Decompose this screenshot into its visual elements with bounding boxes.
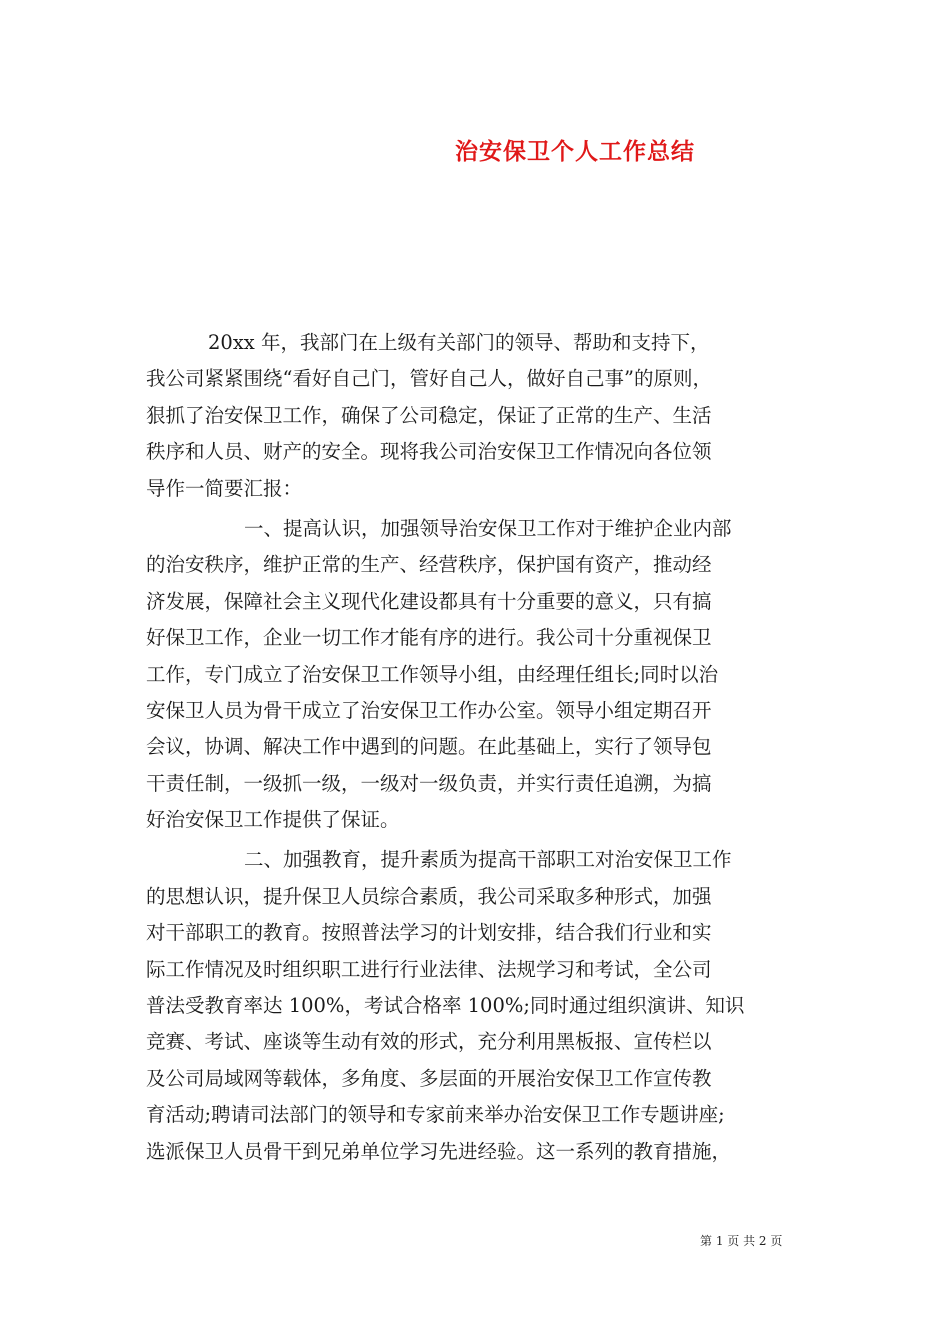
document-title: 治安保卫个人工作总结 xyxy=(455,138,695,165)
text-line: 安保卫人员为骨干成立了治安保卫工作办公室。领导小组定期召开 xyxy=(146,698,712,722)
text-line: 济发展，保障社会主义现代化建设都具有十分重要的意义，只有搞 xyxy=(146,589,712,613)
text-line: 竞赛、考试、座谈等生动有效的形式，充分利用黑板报、宣传栏以 xyxy=(146,1030,712,1054)
section-heading-line: 二、加强教育，提升素质为提高干部职工对治安保卫工作 xyxy=(244,848,732,872)
text-line: 好治安保卫工作提供了保证。 xyxy=(146,808,400,832)
text-line: 普法受教育率达 100%，考试合格率 100%;同时通过组织演讲、知识 xyxy=(146,994,745,1018)
text-line: 我公司紧紧围绕“看好自己门，管好自己人，做好自己事”的原则， xyxy=(146,367,712,391)
text-line: 的治安秩序，维护正常的生产、经营秩序，保护国有资产，推动经 xyxy=(146,553,712,577)
text-line: 育活动;聘请司法部门的领导和专家前来举办治安保卫工作专题讲座; xyxy=(146,1103,725,1127)
document-body xyxy=(146,325,806,1170)
text-line: 干责任制，一级抓一级，一级对一级负责，并实行责任追溯，为搞 xyxy=(146,771,712,795)
text-line: 及公司局域网等载体，多角度、多层面的开展治安保卫工作宣传教 xyxy=(146,1066,712,1090)
text-line: 对干部职工的教育。按照普法学习的计划安排，结合我们行业和实 xyxy=(146,921,712,945)
text-line: 的思想认识，提升保卫人员综合素质，我公司采取多种形式，加强 xyxy=(146,884,712,908)
text-line: 秩序和人员、财产的安全。现将我公司治安保卫工作情况向各位领 xyxy=(146,440,712,464)
text-line: 导作一简要汇报： xyxy=(146,476,303,500)
text-line: 际工作情况及时组织职工进行行业法律、法规学习和考试，全公司 xyxy=(146,957,712,981)
page-number: 第 1 页 共 2 页 xyxy=(700,1234,783,1248)
text-line: 工作，专门成立了治安保卫工作领导小组，由经理任组长;同时以治 xyxy=(146,662,719,686)
section-heading-line: 一、提高认识，加强领导治安保卫工作对于维护企业内部 xyxy=(244,516,732,540)
text-line: 狠抓了治安保卫工作，确保了公司稳定，保证了正常的生产、生活 xyxy=(146,403,712,427)
text-line: 选派保卫人员骨干到兄弟单位学习先进经验。这一系列的教育措施， xyxy=(146,1139,732,1163)
text-line: 会议，协调、解决工作中遇到的问题。在此基础上，实行了领导包 xyxy=(146,735,712,759)
text-line: 20xx 年，我部门在上级有关部门的领导、帮助和支持下， xyxy=(208,331,710,354)
text-line: 好保卫工作，企业一切工作才能有序的进行。我公司十分重视保卫 xyxy=(146,626,712,650)
